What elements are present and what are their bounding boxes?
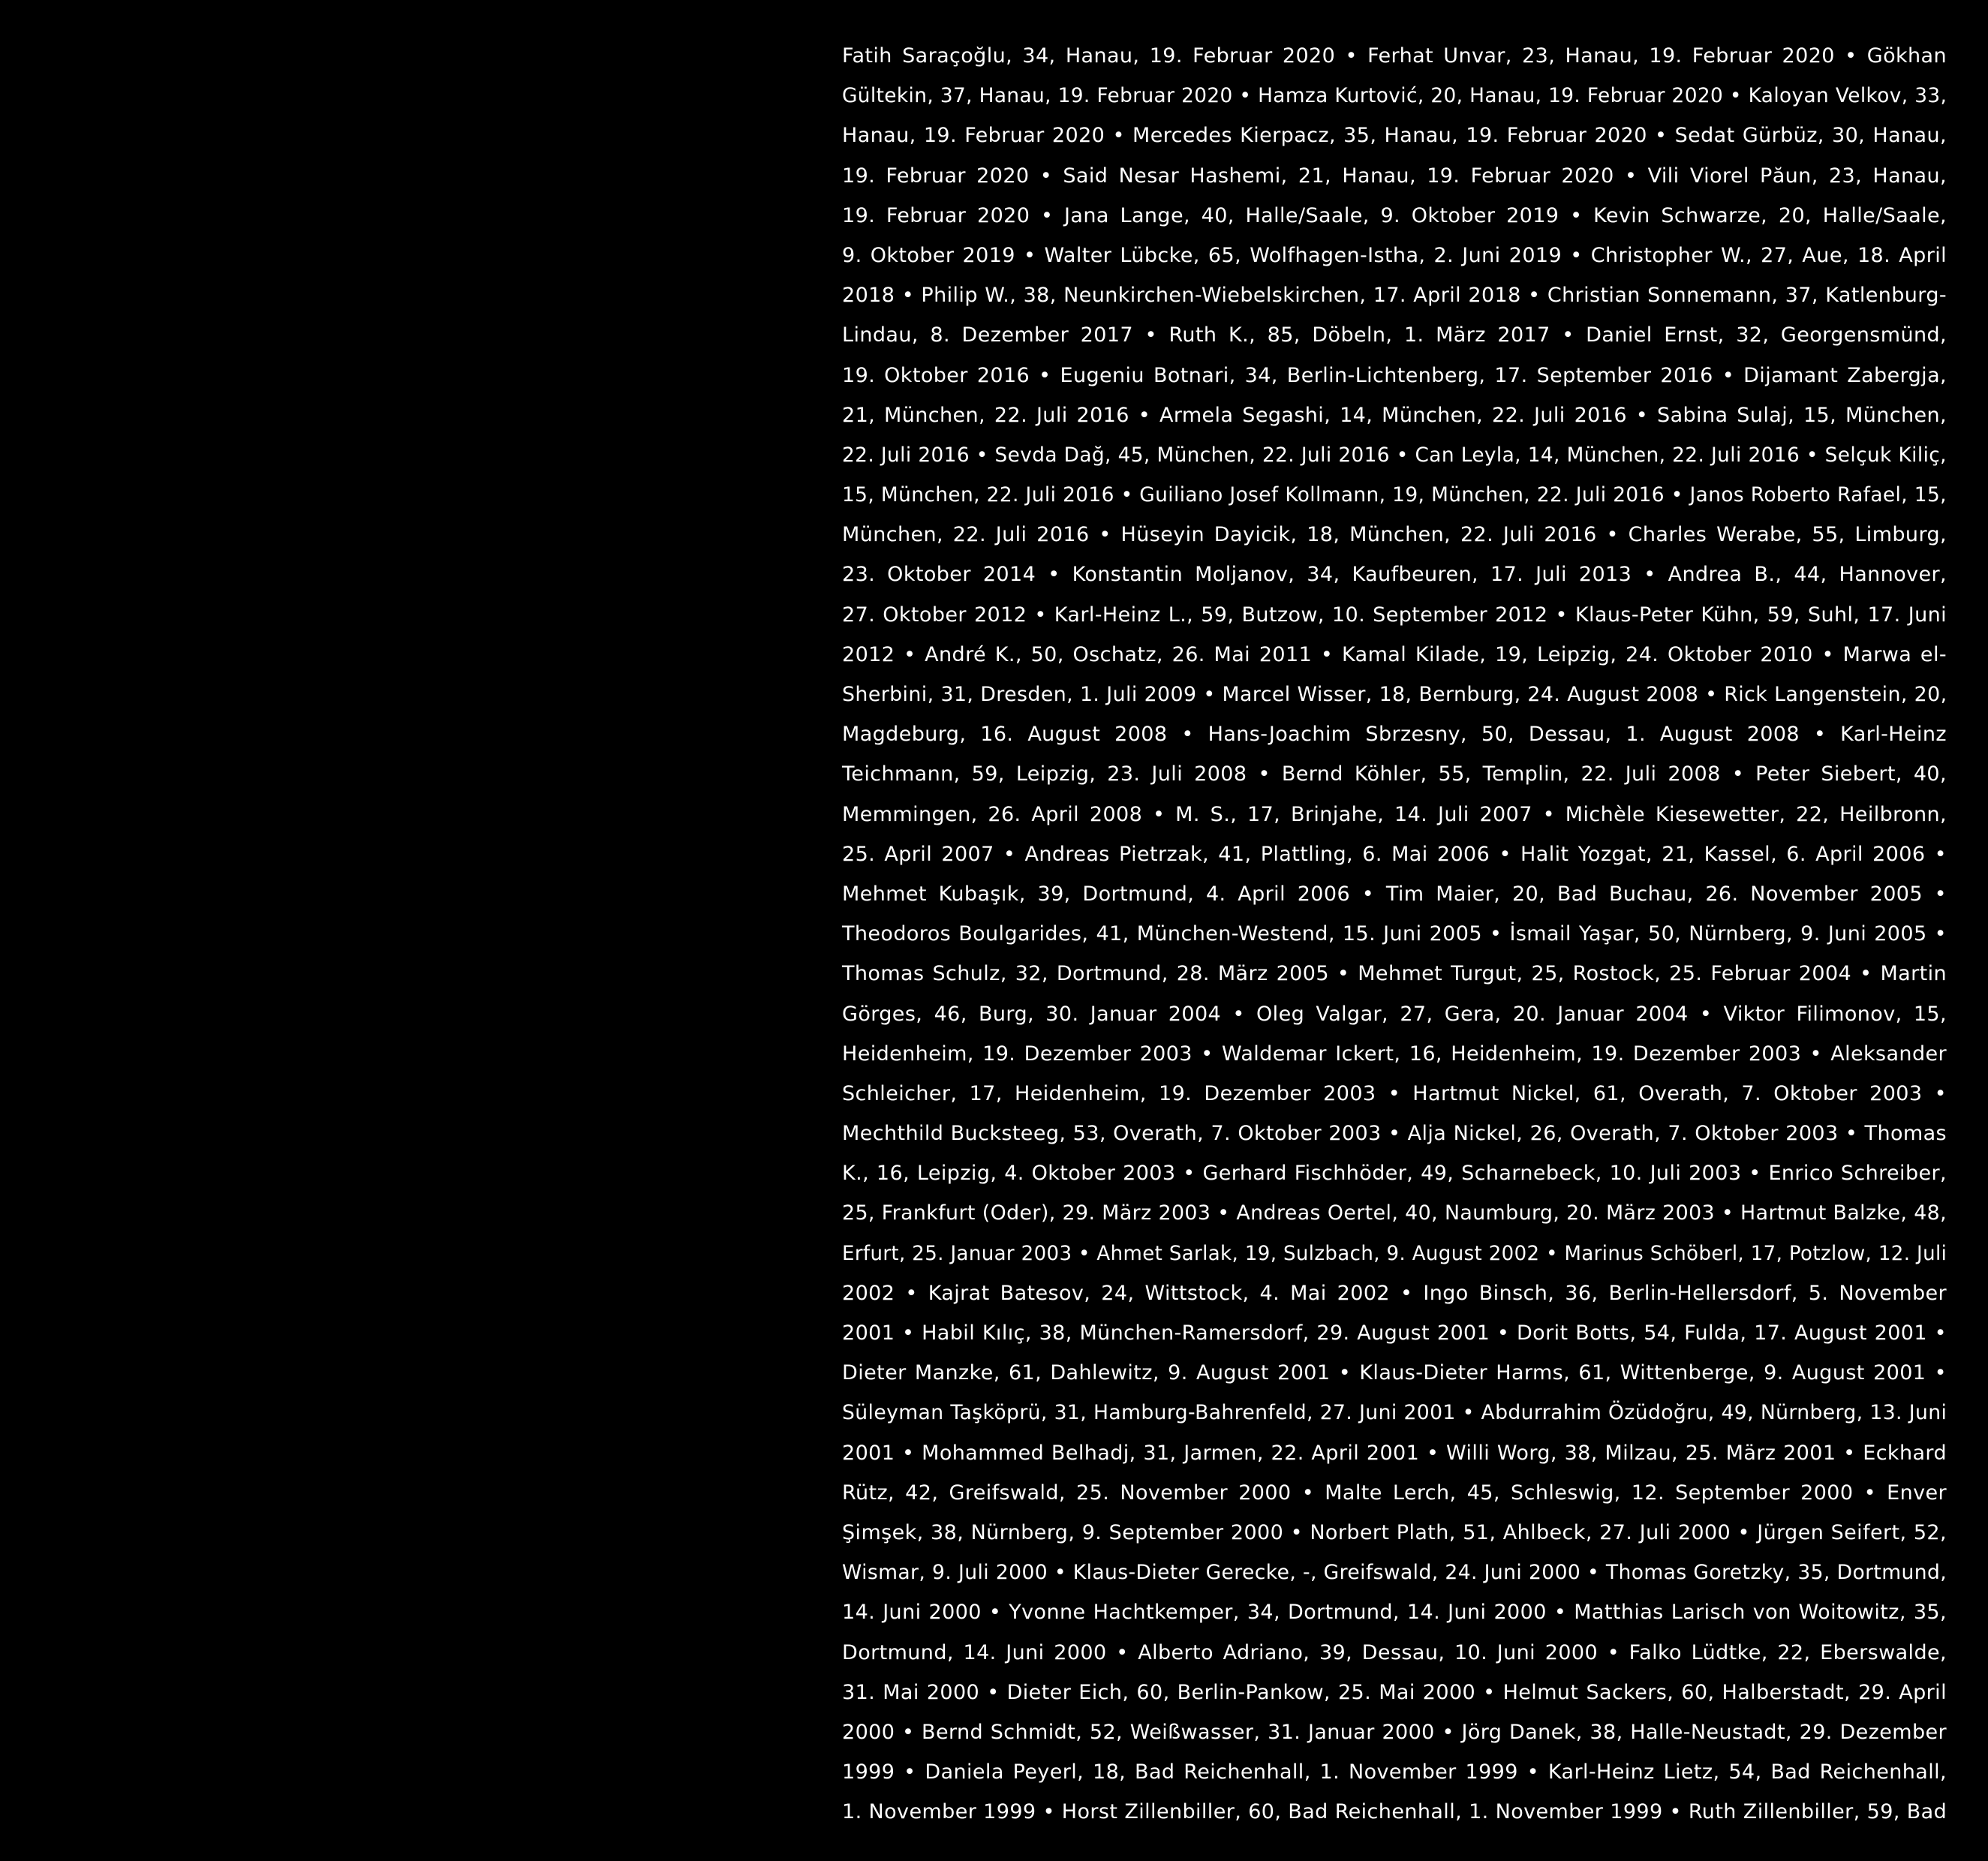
victims-list-text	[842, 36, 1947, 1832]
text-line: 2001 • Mohammed Belhadj, 31, Jarmen, 22. April 2001 • Willi Worg, 38, Milzau, 25. März 2001 • Eckhard	[842, 1441, 1947, 1465]
text-line: 25. April 2007 • Andreas Pietrzak, 41, Plattling, 6. Mai 2006 • Halit Yozgat, 21, Kassel, 6. April 2006 •	[842, 842, 1947, 866]
text-line: Rütz, 42, Greifswald, 25. November 2000 • Malte Lerch, 45, Schleswig, 12. September 2000 • Enver	[842, 1481, 1947, 1505]
text-line: 19. Oktober 2016 • Eugeniu Botnari, 34, Berlin-Lichtenberg, 17. September 2016 • Dijamant Zabergja,	[842, 363, 1947, 387]
text-line: Magdeburg, 16. August 2008 • Hans-Joachim Sbrzesny, 50, Dessau, 1. August 2008 • Karl-Heinz	[842, 723, 1947, 747]
text-line: Fatih Saraçoğlu, 34, Hanau, 19. Februar 2020 • Ferhat Unvar, 23, Hanau, 19. Februar 2020 • Gökhan	[842, 44, 1947, 68]
text-line: Teichmann, 59, Leipzig, 23. Juli 2008 • Bernd Köhler, 55, Templin, 22. Juli 2008 • Peter Siebert, 40,	[842, 762, 1947, 786]
text-line: 1. November 1999 • Horst Zillenbiller, 60, Bad Reichenhall, 1. November 1999 • Ruth Zillenbiller, 59, Bad	[842, 1800, 1947, 1824]
text-line: 21, München, 22. Juli 2016 • Armela Segashi, 14, München, 22. Juli 2016 • Sabina Sulaj, 15, München,	[842, 403, 1947, 427]
text-line: 15, München, 22. Juli 2016 • Guiliano Josef Kollmann, 19, München, 22. Juli 2016 • Janos Roberto Rafael, 15,	[842, 483, 1947, 507]
text-line: 23. Oktober 2014 • Konstantin Moljanov, 34, Kaufbeuren, 17. Juli 2013 • Andrea B., 44, Hannover,	[842, 563, 1947, 587]
text-line: Dortmund, 14. Juni 2000 • Alberto Adriano, 39, Dessau, 10. Juni 2000 • Falko Lüdtke, 22, Eberswalde,	[842, 1640, 1947, 1664]
text-line: 22. Juli 2016 • Sevda Dağ, 45, München, 22. Juli 2016 • Can Leyla, 14, München, 22. Juli 2016 • Selçuk Kiliç,	[842, 443, 1947, 467]
text-line: Mechthild Bucksteeg, 53, Overath, 7. Oktober 2003 • Alja Nickel, 26, Overath, 7. Oktober 2003 • Thomas	[842, 1122, 1947, 1146]
text-line: 27. Oktober 2012 • Karl-Heinz L., 59, Butzow, 10. September 2012 • Klaus-Peter Kühn, 59, Suhl, 17. Juni	[842, 603, 1947, 627]
text-line: Gültekin, 37, Hanau, 19. Februar 2020 • Hamza Kurtović, 20, Hanau, 19. Februar 2020 • Kaloyan Velkov, 33,	[842, 84, 1947, 108]
text-line: Thomas Schulz, 32, Dortmund, 28. März 2005 • Mehmet Turgut, 25, Rostock, 25. Februar 2004 • Martin	[842, 962, 1947, 986]
text-line: Hanau, 19. Februar 2020 • Mercedes Kierpacz, 35, Hanau, 19. Februar 2020 • Sedat Gürbüz, 30, Hanau,	[842, 124, 1947, 148]
text-line: 2018 • Philip W., 38, Neunkirchen-Wiebelskirchen, 17. April 2018 • Christian Sonnemann, 37, Katlenburg-	[842, 284, 1947, 308]
text-line: 1999 • Daniela Peyerl, 18, Bad Reichenhall, 1. November 1999 • Karl-Heinz Lietz, 54, Bad Reichenhall,	[842, 1760, 1947, 1784]
text-line: Schleicher, 17, Heidenheim, 19. Dezember 2003 • Hartmut Nickel, 61, Overath, 7. Oktober 2003 •	[842, 1081, 1947, 1105]
text-line: Heidenheim, 19. Dezember 2003 • Waldemar Ickert, 16, Heidenheim, 19. Dezember 2003 • Aleksander	[842, 1042, 1947, 1066]
text-line: Wismar, 9. Juli 2000 • Klaus-Dieter Gerecke, -, Greifswald, 24. Juni 2000 • Thomas Goretzky, 35, Dortmund,	[842, 1561, 1947, 1585]
text-line: Lindau, 8. Dezember 2017 • Ruth K., 85, Döbeln, 1. März 2017 • Daniel Ernst, 32, Georgensmünd,	[842, 323, 1947, 347]
text-line: 2002 • Kajrat Batesov, 24, Wittstock, 4. Mai 2002 • Ingo Binsch, 36, Berlin-Hellersdorf, 5. November	[842, 1281, 1947, 1305]
text-line: 25, Frankfurt (Oder), 29. März 2003 • Andreas Oertel, 40, Naumburg, 20. März 2003 • Hartmut Balzke, 48,	[842, 1201, 1947, 1225]
text-line: Dieter Manzke, 61, Dahlewitz, 9. August 2001 • Klaus-Dieter Harms, 61, Wittenberge, 9. August 2001 •	[842, 1361, 1947, 1385]
text-line: München, 22. Juli 2016 • Hüseyin Dayicik, 18, München, 22. Juli 2016 • Charles Werabe, 55, Limburg,	[842, 523, 1947, 547]
text-line: Görges, 46, Burg, 30. Januar 2004 • Oleg Valgar, 27, Gera, 20. Januar 2004 • Viktor Filimonov, 15,	[842, 1002, 1947, 1026]
text-line: Erfurt, 25. Januar 2003 • Ahmet Sarlak, 19, Sulzbach, 9. August 2002 • Marinus Schöberl, 17, Potzlow, 12. Juli	[842, 1241, 1947, 1265]
text-line: 14. Juni 2000 • Yvonne Hachtkemper, 34, Dortmund, 14. Juni 2000 • Matthias Larisch von Woitowitz, 35,	[842, 1601, 1947, 1625]
text-line: 2012 • André K., 50, Oschatz, 26. Mai 2011 • Kamal Kilade, 19, Leipzig, 24. Oktober 2010 • Marwa el-	[842, 642, 1947, 666]
text-line: Süleyman Taşköprü, 31, Hamburg-Bahrenfeld, 27. Juni 2001 • Abdurrahim Özüdoğru, 49, Nürnberg, 13. Juni	[842, 1401, 1947, 1425]
text-line: K., 16, Leipzig, 4. Oktober 2003 • Gerhard Fischhöder, 49, Scharnebeck, 10. Juli 2003 • Enrico Schreiber,	[842, 1162, 1947, 1186]
text-line: 2001 • Habil Kılıç, 38, München-Ramersdorf, 29. August 2001 • Dorit Botts, 54, Fulda, 17. August 2001 •	[842, 1321, 1947, 1345]
text-line: Şimşek, 38, Nürnberg, 9. September 2000 • Norbert Plath, 51, Ahlbeck, 27. Juli 2000 • Jürgen Seifert, 52,	[842, 1520, 1947, 1544]
text-line: 19. Februar 2020 • Jana Lange, 40, Halle/Saale, 9. Oktober 2019 • Kevin Schwarze, 20, Halle/Saale,	[842, 203, 1947, 227]
text-line: Memmingen, 26. April 2008 • M. S., 17, Brinjahe, 14. Juli 2007 • Michèle Kiesewetter, 22, Heilbronn,	[842, 802, 1947, 826]
text-line: 31. Mai 2000 • Dieter Eich, 60, Berlin-Pankow, 25. Mai 2000 • Helmut Sackers, 60, Halberstadt, 29. April	[842, 1680, 1947, 1704]
text-line: Theodoros Boulgarides, 41, München-Westend, 15. Juni 2005 • İsmail Yaşar, 50, Nürnberg, 9. Juni 2005 •	[842, 922, 1947, 946]
text-line: Mehmet Kubaşık, 39, Dortmund, 4. April 2006 • Tim Maier, 20, Bad Buchau, 26. November 2005 •	[842, 882, 1947, 906]
text-line: 9. Oktober 2019 • Walter Lübcke, 65, Wolfhagen-Istha, 2. Juni 2019 • Christopher W., 27, Aue, 18. April	[842, 243, 1947, 267]
text-line: 19. Februar 2020 • Said Nesar Hashemi, 21, Hanau, 19. Februar 2020 • Vili Viorel Păun, 23, Hanau,	[842, 164, 1947, 188]
text-line: Sherbini, 31, Dresden, 1. Juli 2009 • Marcel Wisser, 18, Bernburg, 24. August 2008 • Rick Langenstein, 20,	[842, 683, 1947, 706]
text-line: 2000 • Bernd Schmidt, 52, Weißwasser, 31. Januar 2000 • Jörg Danek, 38, Halle-Neustadt, 29. Dezember	[842, 1720, 1947, 1744]
